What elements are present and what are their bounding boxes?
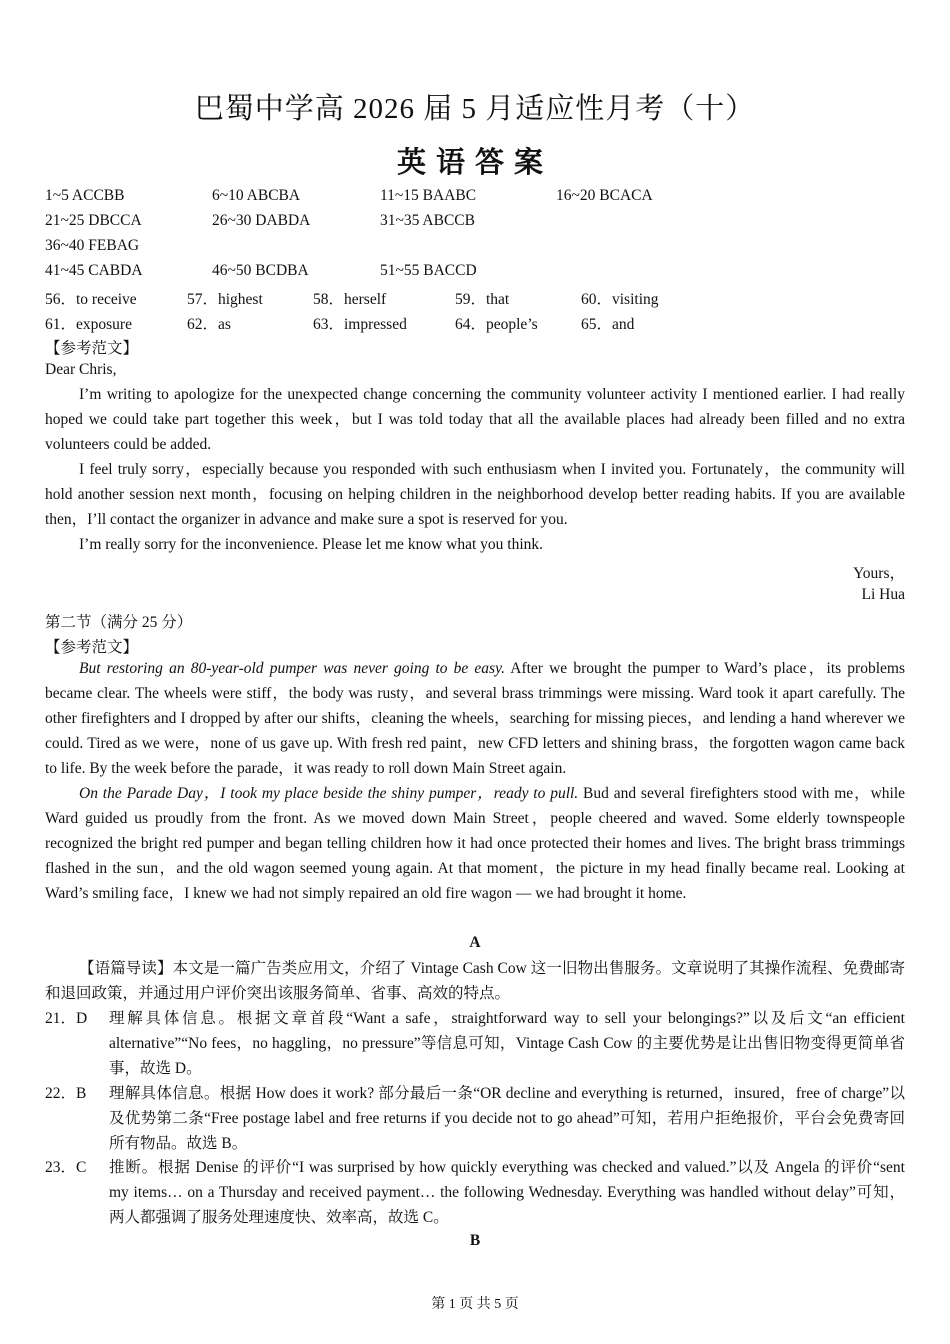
- question-number: 21．D: [45, 1010, 88, 1027]
- answer-explanation: [45, 1155, 905, 1230]
- answer-cell: 59．that: [455, 291, 510, 308]
- letter-greeting: Dear Chris,: [45, 361, 117, 378]
- continuation-paragraph: [45, 781, 905, 906]
- page-footer: 第 1 页 共 5 页: [431, 1297, 519, 1312]
- answer-cell: 21~25 DBCCA: [45, 212, 142, 229]
- answer-cell: 61．exposure: [45, 316, 132, 333]
- passage-letter: A: [469, 934, 481, 951]
- answer-cell: 46~50 BCDBA: [212, 262, 309, 279]
- answer-explanation: [45, 1006, 905, 1081]
- answer-cell: 51~55 BACCD: [380, 262, 477, 279]
- answer-cell: 63．impressed: [313, 316, 407, 333]
- explanation-text: 理解具体信息。根据 How does it work? 部分最后一条“OR decline and everything is returned，insured，free of charge”以及优势第二条“Free postage label and free returns if you decide not to go ahead”可知，若用户拒绝报价，平台会免费寄回所有物品。故选 B。: [109, 1085, 905, 1152]
- letter-closing: Yours，: [853, 565, 905, 582]
- letter-signature: Li Hua: [861, 586, 905, 603]
- answer-cell: 6~10 ABCBA: [212, 187, 301, 204]
- answer-cell: 62．as: [187, 316, 231, 333]
- answer-cell: 56．to receive: [45, 291, 137, 308]
- page-subtitle: 英语答案: [396, 147, 553, 179]
- paragraph-body: Bud and several firefighters stood with me，while Ward guided us proudly from the front. As we moved down Main Street，people cheered and waved. Some elderly townspeople recognized the bright red pumper and began telling children how it had once protected their homes and lives. The bright brass trimmings flashed in the sun，and the old wagon seemed young again. At that moment，the picture in my head finally became real. Looking at Ward’s smiling face，I knew we had not simply repaired an old fire wagon — we had brought it home.: [45, 785, 906, 902]
- explanation-text: 理解具体信息。根据文章首段“Want a safe，straightforward way to sell your belongings?”以及后文“an efficient alternative”“No fees，no haggling，no pressure”等信息可知，Vintage Cash Cow 的主要优势是让出售旧物变得更简单省事，故选 D。: [109, 1010, 905, 1077]
- passage-letter: B: [469, 1232, 481, 1249]
- letter-paragraph: I’m writing to apologize for the unexpected change concerning the community volunteer activity I mentioned earlier. I had really hoped we could take part together this week，but I was told today that all the available places had already been filled and no extra volunteers could be added.: [45, 386, 905, 453]
- section-heading: 第二节（满分 25 分）: [45, 614, 193, 631]
- sample-label: 【参考范文】: [45, 639, 139, 656]
- question-number: 22．B: [45, 1085, 87, 1102]
- answer-cell: 36~40 FEBAG: [45, 237, 140, 254]
- answer-cell: 60．visiting: [581, 291, 659, 308]
- answer-cell: 1~5 ACCBB: [45, 187, 125, 204]
- answer-cell: 41~45 CABDA: [45, 262, 143, 279]
- answer-cell: 65．and: [581, 316, 635, 333]
- answer-cell: 57．highest: [187, 291, 263, 308]
- continuation-paragraph: [45, 656, 905, 781]
- explanation-text: 推断。根据 Denise 的评价“I was surprised by how quickly everything was checked and valued.”以及 Angela 的评价“sent my items… on a Thursday and received payment… the following Wednesday. Everything was handled without delay”可知，两人都强调了服务处理速度快、效率高，故选 C。: [109, 1159, 905, 1226]
- answer-cell: 11~15 BAABC: [380, 187, 477, 204]
- sample-label: 【参考范文】: [45, 340, 139, 357]
- page-title: 巴蜀中学高 2026 届 5 月适应性月考（十）: [194, 93, 756, 125]
- question-number: 23．C: [45, 1159, 87, 1176]
- letter-paragraph: I feel truly sorry，especially because you responded with such enthusiasm when I invited you. Fortunately，the community will hold another session next month，focusing on helping children in the neighborhood develop better reading habits. If you are available then，I’ll contact the organizer in advance and make sure a spot is reserved for you.: [45, 461, 905, 528]
- paragraph-lead-sentence: On the Parade Day，I took my place beside the shiny pumper，ready to pull.: [79, 785, 579, 802]
- passage-guide: 【语篇导读】本文是一篇广告类应用文，介绍了 Vintage Cash Cow 这一旧物出售服务。文章说明了其操作流程、免费邮寄和退回政策，并通过用户评价突出该服务简单、省事、高效的特点。: [45, 960, 905, 1002]
- answer-explanation: [45, 1081, 905, 1156]
- answer-cell: 64．people’s: [455, 316, 538, 333]
- answer-cell: 26~30 DABDA: [212, 212, 311, 229]
- paragraph-lead-sentence: But restoring an 80-year-old pumper was never going to be easy.: [79, 660, 505, 677]
- paragraph-body: After we brought the pumper to Ward’s place，its problems became clear. The wheels were stiff，the body was rusty，and several brass trimmings were missing. Ward took it apart carefully. The other firefighters and I dropped by after our shifts，cleaning the wheels，searching for missing pieces，and lending a hand wherever we could. Tired as we were，none of us gave up. With fresh red paint，new CFD letters and shining brass，the forgotten wagon came back to life. By the week before the parade，it was ready to roll down Main Street again.: [45, 660, 905, 777]
- answer-cell: 16~20 BCACA: [556, 187, 653, 204]
- answer-cell: 31~35 ABCCB: [380, 212, 475, 229]
- answer-cell: 58．herself: [313, 291, 387, 308]
- letter-paragraph: I’m really sorry for the inconvenience. Please let me know what you think.: [79, 536, 544, 553]
